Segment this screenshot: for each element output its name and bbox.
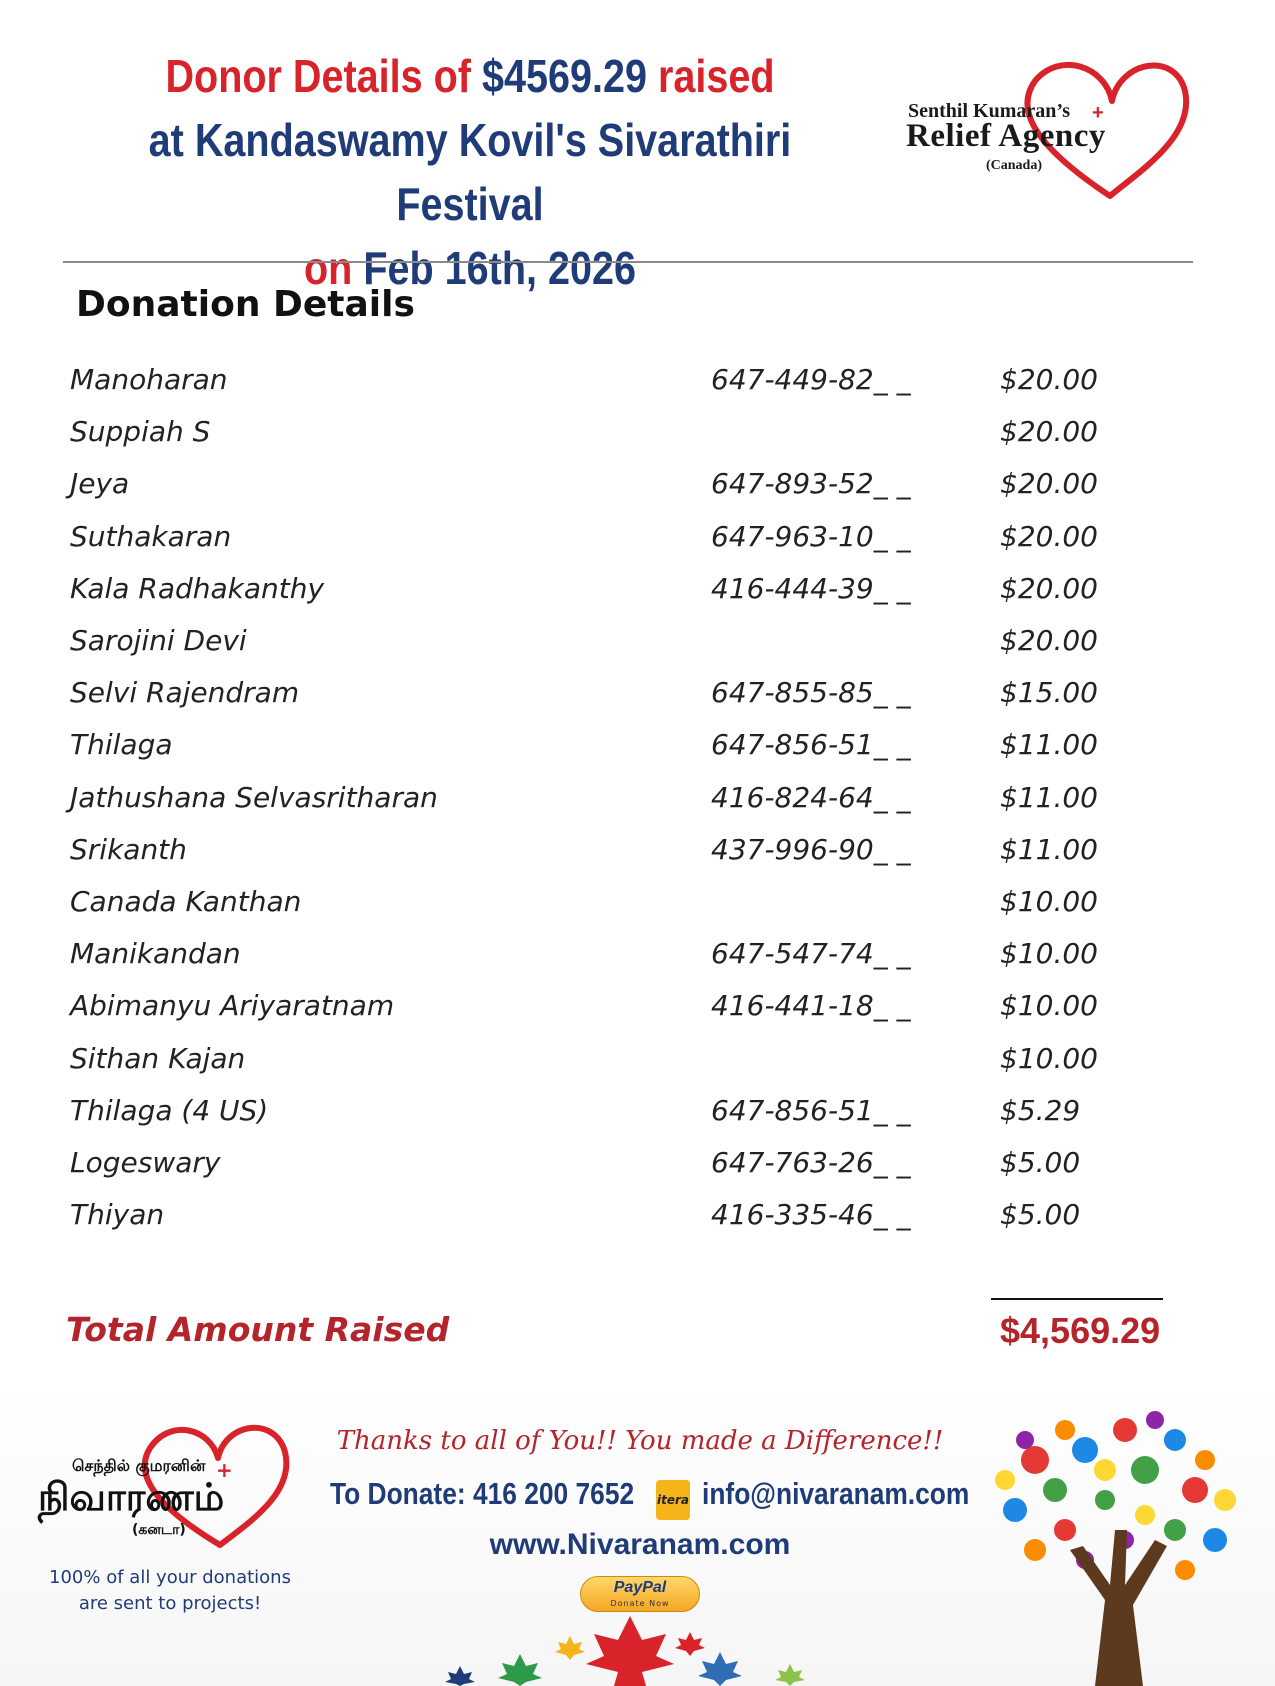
donor-amount: $20.00: [1000, 624, 1098, 657]
donor-amount: $20.00: [1000, 519, 1098, 553]
header: [0, 0, 1275, 294]
donor-phone: 647-893-52_ _: [711, 467, 911, 501]
total-rule: [991, 1298, 1163, 1300]
donation-row: [0, 980, 1275, 1032]
donation-row: [0, 772, 1275, 824]
plus-icon: +: [216, 1458, 233, 1482]
donation-row: [0, 928, 1275, 980]
donation-row: [0, 406, 1275, 458]
donation-row: [0, 719, 1275, 771]
donor-amount: $11.00: [1000, 728, 1098, 762]
section-title: Donation Details: [76, 284, 415, 325]
donor-amount: $10.00: [1000, 937, 1098, 971]
donation-row: [0, 1137, 1275, 1189]
donor-name: Kala Radhakanthy: [70, 571, 325, 605]
donor-name: Abimanyu Ariyaratnam: [70, 989, 395, 1023]
donation-row: [0, 615, 1275, 667]
website-link[interactable]: www.Nivaranam.com: [489, 1528, 791, 1561]
email-link[interactable]: info@nivaranam.com: [702, 1476, 970, 1511]
header-divider: [63, 261, 1193, 263]
tagline: 100% of all your donations are sent to projects!: [49, 1567, 291, 1614]
total-label: Total Amount Raised: [66, 1310, 450, 1349]
hands-tree-icon: [975, 1400, 1255, 1686]
relief-agency-logo: Senthil Kumaran’s + Relief Agency (Canada): [900, 56, 1200, 206]
donor-phone: 416-444-39_ _: [711, 571, 911, 605]
donor-name: Logeswary: [70, 1146, 221, 1179]
donation-row: [0, 563, 1275, 615]
donor-name: Jathushana Selvasritharan: [70, 780, 438, 814]
nivaranam-logo: செந்தில் குமரனின் + நிவாரணம் (கனடா): [30, 1420, 310, 1550]
donor-phone: 437-996-90_ _: [711, 832, 911, 866]
donor-phone: 647-763-26_ _: [711, 1146, 911, 1179]
total-value: $4,569.29: [1000, 1310, 1161, 1351]
donor-name: Thilaga: [70, 728, 173, 762]
donor-name: Suthakaran: [70, 519, 232, 553]
donor-phone: 647-963-10_ _: [711, 519, 911, 553]
donor-amount: $11.00: [1000, 780, 1098, 814]
maple-leaves-icon: [420, 1616, 840, 1686]
donor-name: Sithan Kajan: [70, 1041, 246, 1075]
donation-row: [0, 1189, 1275, 1241]
donor-name: Sarojini Devi: [70, 624, 247, 657]
plus-icon: +: [1092, 102, 1104, 124]
donation-row: [0, 876, 1275, 928]
footer: [0, 1380, 1275, 1686]
donor-amount: $20.00: [1000, 363, 1098, 396]
donation-row: [0, 458, 1275, 510]
donation-row: [0, 667, 1275, 719]
page-title: Donor Details of $4569.29 raised at Kandaswamy Kovil's Sivarathiri Festival on Feb 16th, 2026: [148, 50, 792, 294]
thanks-message: Thanks to all of You!! You made a Difference!!: [336, 1426, 944, 1456]
donation-row: [0, 354, 1275, 406]
donor-name: Srikanth: [70, 832, 187, 866]
donor-name: Jeya: [70, 467, 130, 501]
donor-phone: 647-855-85_ _: [711, 676, 911, 710]
donor-phone: 647-547-74_ _: [711, 937, 911, 971]
donor-name: Manikandan: [70, 937, 241, 971]
donor-name: Thilaga (4 US): [70, 1093, 269, 1127]
paypal-donate-button[interactable]: PayPal Donate Now: [580, 1576, 700, 1612]
donor-amount: $10.00: [1000, 989, 1098, 1023]
donor-amount: $10.00: [1000, 885, 1098, 918]
donor-name: Manoharan: [70, 363, 228, 396]
interac-icon: itera: [656, 1480, 690, 1520]
donor-phone: 647-856-51_ _: [711, 728, 911, 762]
donor-phone: 416-335-46_ _: [711, 1198, 911, 1232]
donate-phone: To Donate: 416 200 7652: [330, 1476, 635, 1511]
donor-amount: $5.29: [1000, 1093, 1081, 1127]
donor-amount: $5.00: [1000, 1198, 1081, 1232]
donor-amount: $20.00: [1000, 415, 1098, 449]
donor-amount: $15.00: [1000, 676, 1098, 710]
donation-row: [0, 1033, 1275, 1085]
donation-row: [0, 824, 1275, 876]
donor-name: Suppiah S: [70, 415, 211, 449]
donation-row: [0, 1085, 1275, 1137]
donor-name: Canada Kanthan: [70, 885, 302, 918]
donation-row: [0, 511, 1275, 563]
donor-phone: 647-449-82_ _: [711, 363, 911, 396]
donor-amount: $5.00: [1000, 1146, 1081, 1179]
donor-name: Selvi Rajendram: [70, 676, 300, 710]
donor-phone: 416-824-64_ _: [711, 780, 911, 814]
donor-amount: $10.00: [1000, 1041, 1098, 1075]
donor-name: Thiyan: [70, 1198, 165, 1232]
donor-amount: $11.00: [1000, 832, 1098, 866]
donor-amount: $20.00: [1000, 571, 1098, 605]
donor-amount: $20.00: [1000, 467, 1098, 501]
donor-phone: 416-441-18_ _: [711, 989, 911, 1023]
donor-phone: 647-856-51_ _: [711, 1093, 911, 1127]
